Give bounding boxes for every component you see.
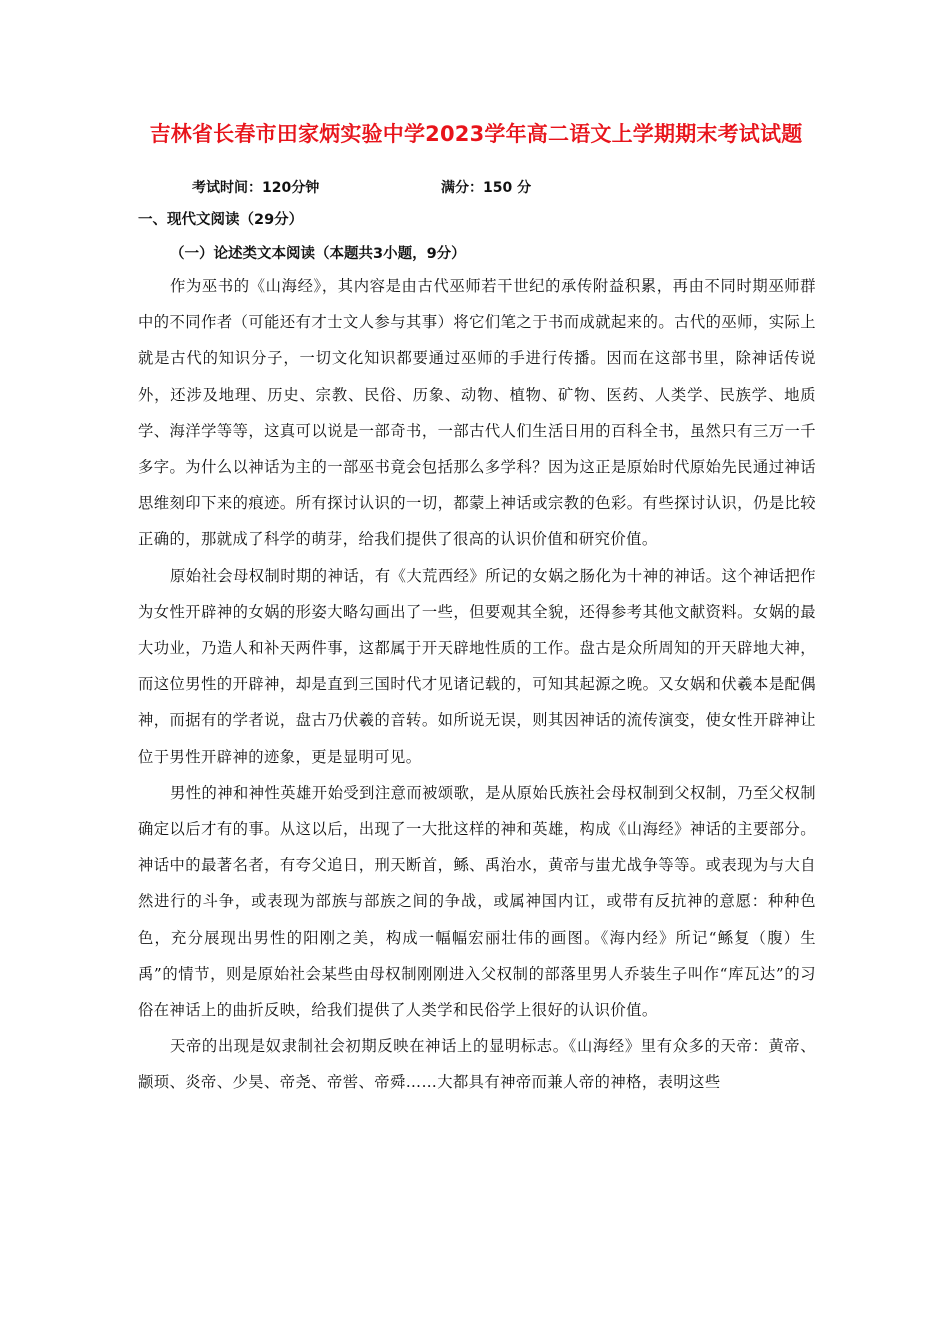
paragraph-4: 天帝的出现是奴隶制社会初期反映在神话上的显明标志。《山海经》里有众多的天帝：黄帝、颛顼、炎帝、少昊、帝尧、帝喾、帝舜……大都具有神帝而兼人帝的神格，表明这些 [138, 1037, 816, 1092]
paragraph-2: 原始社会母权制时期的神话，有《大荒西经》所记的女娲之肠化为十神的神话。这个神话把作为女性开辟神的女娲的形姿大略勾画出了一些，但要观其全貌，还得参考其他文献资料。女娲的最大功业，乃造人和补天两件事，这都属于开天辟地性质的工作。盘古是众所周知的开天辟地大神，而这位男性的开辟神，却是直到三国时代才见诸记载的，可知其起源之晚。又女娲和伏羲本是配偶神，而据有的学者说，盘古乃伏羲的音转。如所说无误，则其因神话的流传演变，使女性开辟神让位于男性开辟神的迹象，更是显明可见。 [138, 566, 816, 766]
paragraph-3: 男性的神和神性英雄开始受到注意而被颂歌，是从原始氏族社会母权制到父权制，乃至父权制确定以后才有的事。从这以后，出现了一大批这样的神和英雄，构成《山海经》神话的主要部分。神话中的最著名者，有夸父追日，刑天断首，鲧、禹治水，黄帝与蚩尤战争等等。或表现为与大自然进行的斗争，或表现为部族与部族之间的争战，或属神国内讧，或带有反抗神的意愿：种种色色，充分展现出男性的阳刚之美，构成一幅幅宏丽壮伟的画图。《海内经》所记“鲧复（腹）生禹”的情节，则是原始社会某些由母权制刚刚进入父权制的部落里男人乔装生子叫作“库瓦达”的习俗在神话上的曲折反映，给我们提供了人类学和民俗学上很好的认识价值。 [138, 783, 816, 1020]
subsection-heading: （一）论述类文本阅读（本题共3小题，9分） [170, 246, 466, 262]
reading-passage [138, 268, 816, 1101]
document-title: 吉林省长春市田家炳实验中学2023学年高二语文上学期期末考试试题 [149, 122, 803, 146]
paragraph-1: 作为巫书的《山海经》，其内容是由古代巫师若干世纪的承传附益积累，再由不同时期巫师群中的不同作者（可能还有才士文人参与其事）将它们笔之于书而成就起来的。古代的巫师，实际上就是古代的知识分子，一切文化知识都要通过巫师的手进行传播。因而在这部书里，除神话传说外，还涉及地理、历史、宗教、民俗、历象、动物、植物、矿物、医药、人类学、民族学、地质学、海洋学等等，这真可以说是一部奇书，一部古代人们生活日用的百科全书，虽然只有三万一千多字。为什么以神话为主的一部巫书竟会包括那么多学科？因为这正是原始时代原始先民通过神话思维刻印下来的痕迹。所有探讨认识的一切，都蒙上神话或宗教的色彩。有些探讨认识，仍是比较正确的，那就成了科学的萌芽，给我们提供了很高的认识价值和研究价值。 [138, 277, 816, 549]
exam-time: 考试时间：120分钟 [192, 180, 320, 196]
section-heading: 一、现代文阅读（29分） [138, 212, 304, 228]
full-score: 满分：150 分 [441, 180, 532, 196]
